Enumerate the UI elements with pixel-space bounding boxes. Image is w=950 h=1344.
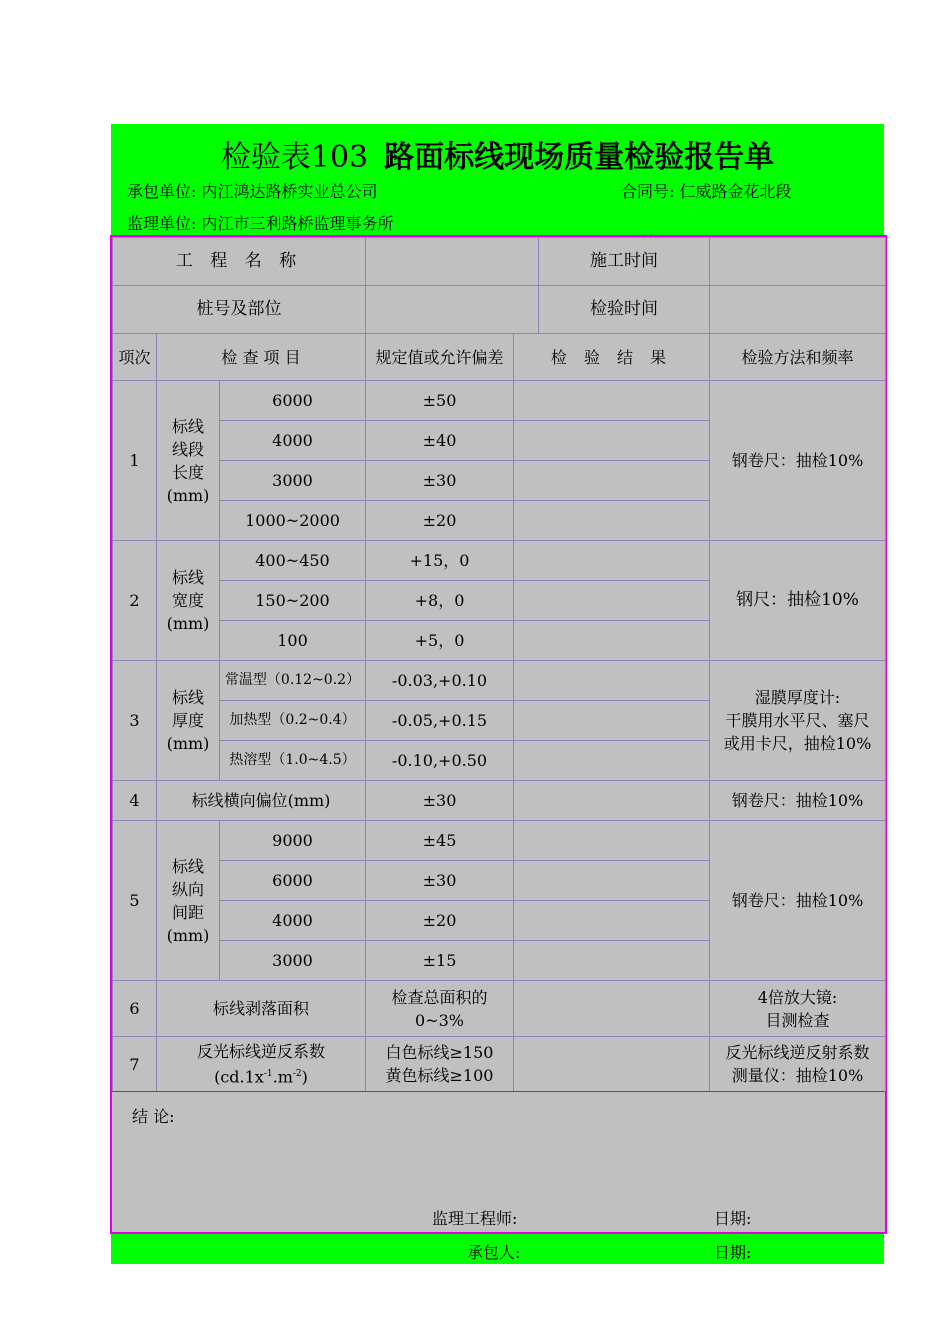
construction-time-value[interactable]: [710, 238, 886, 286]
table-row: [113, 541, 886, 581]
item-3-spec: -0.10,+0.50: [366, 741, 514, 781]
item-1-result[interactable]: [514, 381, 710, 421]
report-title-name: 路面标线现场质量检验报告单: [384, 140, 775, 175]
item-3-sub: 常温型（0.12~0.2）: [220, 661, 366, 701]
item-2-result[interactable]: [514, 581, 710, 621]
item-3-spec: -0.03,+0.10: [366, 661, 514, 701]
item-7-method-line: 反光标线逆反射系数: [725, 1043, 870, 1062]
item-5-name: [157, 821, 220, 981]
item-7-name: [157, 1037, 366, 1092]
item-1-sub: 4000: [220, 421, 366, 461]
item-7-spec-line: 白色标线≥150: [385, 1043, 494, 1062]
station-row: [113, 286, 886, 334]
conclusion-section[interactable]: [112, 1091, 885, 1233]
item-2-sub: 150~200: [220, 581, 366, 621]
item-7-no: 7: [113, 1037, 157, 1092]
contract-no-value: 仁威路金花北段: [679, 182, 792, 201]
contractor-person-label: 承包人:: [467, 1243, 521, 1262]
item-3-name: [157, 661, 220, 781]
item-7-unit-sup1: -1: [263, 1068, 273, 1079]
item-5-name-line: 间距: [171, 902, 204, 922]
station-label: 桩号及部位: [113, 286, 366, 334]
inspection-time-value[interactable]: [710, 286, 886, 334]
item-6-method-line: 4倍放大镜:: [757, 987, 838, 1007]
item-1-sub: 3000: [220, 461, 366, 501]
item-1-name-line: 线段: [171, 439, 204, 459]
inspection-time-label: 检验时间: [539, 286, 710, 334]
table-row: [113, 661, 886, 701]
item-2-name: [157, 541, 220, 661]
item-2-name-line: (mm): [166, 614, 210, 633]
station-value[interactable]: [366, 286, 539, 334]
item-3-method-line: 湿膜厚度计:: [754, 688, 841, 707]
col-result: 检 验 结 果: [514, 334, 710, 381]
supervisor-info: [127, 211, 394, 234]
item-2-spec: +5，0: [366, 621, 514, 661]
item-6-spec-line: 检查总面积的: [391, 987, 488, 1007]
item-2-spec: +8，0: [366, 581, 514, 621]
item-1-spec: ±50: [366, 381, 514, 421]
footer-date-label: 日期:: [714, 1243, 752, 1262]
item-2-sub: 100: [220, 621, 366, 661]
project-name-value[interactable]: [366, 238, 539, 286]
construction-time-label: 施工时间: [539, 238, 710, 286]
report-title-code: 检验表103: [220, 140, 369, 175]
item-7-unit-sup2: -2: [292, 1068, 302, 1079]
project-name-label: 工 程 名 称: [113, 238, 366, 286]
project-name-row: [113, 238, 886, 286]
item-4-spec: ±30: [366, 781, 514, 821]
item-5-sub: 4000: [220, 901, 366, 941]
item-5-name-line: 标线: [171, 856, 204, 876]
item-6-name: 标线剥落面积: [157, 981, 366, 1037]
item-7-name-line: 反光标线逆反系数: [196, 1041, 325, 1061]
conclusion-label: 结 论:: [132, 1107, 175, 1126]
item-3-sub: 热溶型（1.0~4.5）: [220, 741, 366, 781]
inspection-table: [112, 237, 886, 1092]
item-5-sub: 9000: [220, 821, 366, 861]
table-row: [113, 981, 886, 1037]
item-6-spec: [366, 981, 514, 1037]
item-7-spec-line: 黄色标线≥100: [385, 1066, 494, 1085]
item-7-unit-suffix: ): [301, 1067, 308, 1087]
item-5-sub: 3000: [220, 941, 366, 981]
item-5-no: 5: [113, 821, 157, 981]
item-2-method: 钢尺：抽检10%: [710, 541, 886, 661]
item-3-spec: -0.05,+0.15: [366, 701, 514, 741]
item-2-name-line: 标线: [171, 568, 204, 587]
contractor-info: [127, 179, 378, 202]
table-row: [113, 1037, 886, 1092]
report-footer: [111, 1234, 884, 1264]
item-2-no: 2: [113, 541, 157, 661]
item-3-no: 3: [113, 661, 157, 781]
column-header-row: [113, 334, 886, 381]
item-3-result[interactable]: [514, 741, 710, 781]
table-row: [113, 781, 886, 821]
item-7-spec: [366, 1037, 514, 1092]
col-item-no: 项次: [113, 334, 157, 381]
item-6-no: 6: [113, 981, 157, 1037]
report-title: [111, 132, 884, 176]
item-1-no: 1: [113, 381, 157, 541]
item-4-result[interactable]: [514, 781, 710, 821]
item-3-result[interactable]: [514, 701, 710, 741]
item-3-sub: 加热型（0.2~0.4）: [220, 701, 366, 741]
item-1-method: 钢卷尺：抽检10%: [710, 381, 886, 541]
item-1-spec: ±20: [366, 501, 514, 541]
table-row: [113, 381, 886, 421]
supervisor-label: 监理单位:: [127, 214, 197, 233]
item-3-name-line: (mm): [166, 734, 210, 753]
item-1-name-line: 长度: [171, 462, 204, 482]
supervisor-engineer-label: 监理工程师:: [432, 1209, 518, 1228]
item-2-spec: +15，0: [366, 541, 514, 581]
inspection-form: [110, 235, 887, 1234]
item-1-name: [157, 381, 220, 541]
conclusion-date-label: 日期:: [714, 1209, 752, 1228]
item-5-spec: ±15: [366, 941, 514, 981]
contract-no-label: 合同号:: [621, 182, 675, 201]
item-1-sub: 6000: [220, 381, 366, 421]
item-6-result[interactable]: [514, 981, 710, 1037]
item-5-spec: ±30: [366, 861, 514, 901]
item-7-unit-mid: .m: [272, 1067, 293, 1087]
item-1-result[interactable]: [514, 461, 710, 501]
item-5-method: 钢卷尺：抽检10%: [710, 821, 886, 981]
item-7-unit-prefix: (cd.1x: [214, 1067, 264, 1087]
item-3-method-line: 或用卡尺，抽检10%: [723, 734, 872, 753]
item-7-result[interactable]: [514, 1037, 710, 1092]
item-4-method: 钢卷尺：抽检10%: [710, 781, 886, 821]
item-5-result[interactable]: [514, 901, 710, 941]
item-6-method-line: 目测检查: [765, 1010, 830, 1030]
contract-no-info: [621, 179, 792, 202]
supervisor-value: 内江市三利路桥监理事务所: [201, 214, 394, 233]
item-5-result[interactable]: [514, 861, 710, 901]
item-7-method-line: 测量仪：抽检10%: [731, 1066, 864, 1085]
item-1-result[interactable]: [514, 501, 710, 541]
item-6-spec-line: 0~3%: [415, 1010, 464, 1030]
item-1-sub: 1000~2000: [220, 501, 366, 541]
item-5-result[interactable]: [514, 941, 710, 981]
col-method: 检验方法和频率: [710, 334, 886, 381]
item-3-name-line: 标线: [171, 688, 204, 707]
item-7-name-unit: [157, 1063, 365, 1088]
item-5-name-line: (mm): [166, 925, 210, 945]
table-row: [113, 821, 886, 861]
item-5-sub: 6000: [220, 861, 366, 901]
item-1-spec: ±40: [366, 421, 514, 461]
item-3-method: [710, 661, 886, 781]
item-5-name-line: 纵向: [171, 879, 204, 899]
item-6-method: [710, 981, 886, 1037]
report-header: [111, 124, 884, 236]
item-2-sub: 400~450: [220, 541, 366, 581]
item-7-method: [710, 1037, 886, 1092]
contractor-label: 承包单位:: [127, 182, 197, 201]
col-spec: 规定值或允许偏差: [366, 334, 514, 381]
item-3-method-line: 干膜用水平尺、塞尺: [725, 711, 870, 730]
item-2-name-line: 宽度: [171, 591, 204, 610]
item-5-result[interactable]: [514, 821, 710, 861]
item-2-result[interactable]: [514, 621, 710, 661]
item-5-spec: ±45: [366, 821, 514, 861]
item-4-no: 4: [113, 781, 157, 821]
col-item: 检 查 项 目: [157, 334, 366, 381]
item-1-name-line: 标线: [171, 416, 204, 436]
item-4-name: 标线横向偏位(mm): [157, 781, 366, 821]
item-2-result[interactable]: [514, 541, 710, 581]
item-5-spec: ±20: [366, 901, 514, 941]
item-3-name-line: 厚度: [171, 711, 204, 730]
item-1-name-line: (mm): [166, 485, 210, 505]
item-1-result[interactable]: [514, 421, 710, 461]
item-1-spec: ±30: [366, 461, 514, 501]
contractor-value: 内江鸿达路桥实业总公司: [201, 182, 378, 201]
item-3-result[interactable]: [514, 661, 710, 701]
